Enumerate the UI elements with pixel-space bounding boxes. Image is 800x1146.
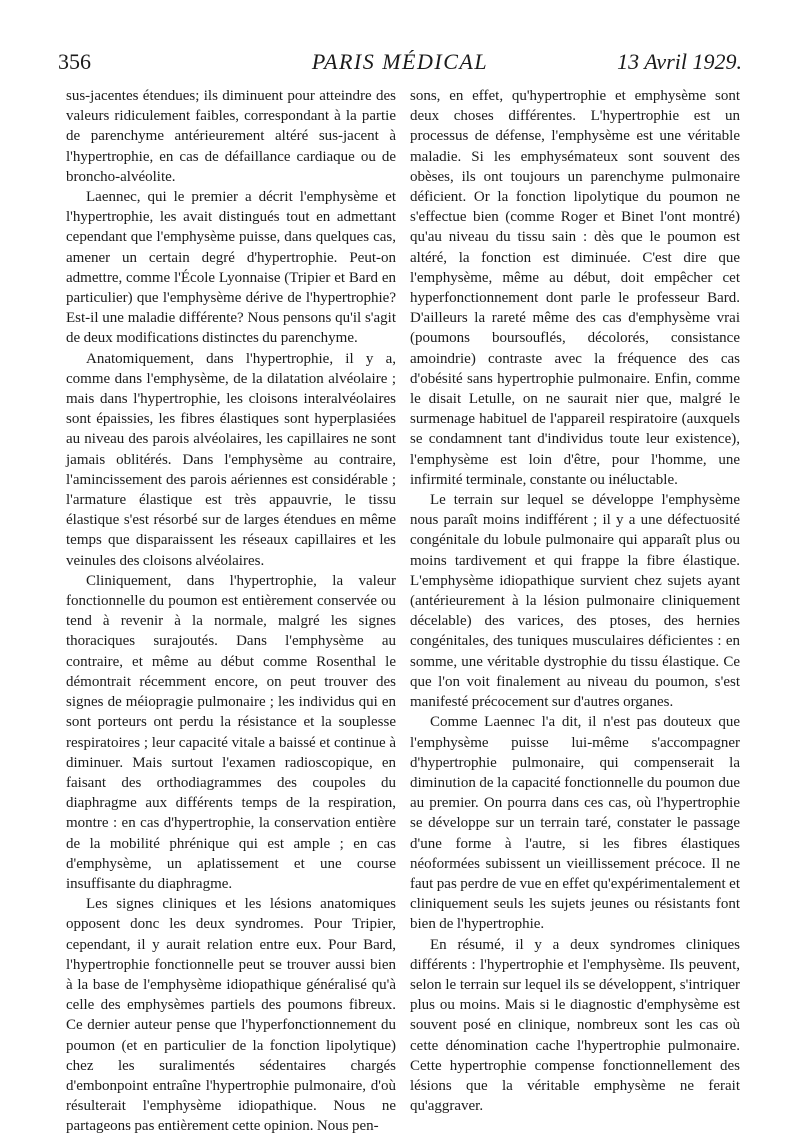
paragraph: Laennec, qui le premier a décrit l'emphysème et l'hypertrophie, les avait distingués tout en admettant cependant que l'emphysème puisse, dans quelques cas, amener un certain degré d'hypertrophie. Peut-on admettre, comme l'École Lyonnaise (Tripier et Bard en particulier) que l'emphysème dérive de l'hypertrophie? Est-il une maladie différente? Nous pensons qu'il s'agit de deux modifications distinctes du parenchyme. — [66, 189, 396, 347]
paragraph: Anatomiquement, dans l'hypertrophie, il y a, comme dans l'emphysème, de la dilatation alvéolaire ; mais dans l'hypertrophie, les cloisons interalvéolaires sont épaissies, les fibres élastiques sont hyperplasiées au niveau des parois alvéolaires, les capillaires ne sont jamais oblitérés. Dans l'emphysème au contraire, l'amincissement des parois aériennes est considérable ; l'armature élastique est très appauvrie, le tissu élastique s'est résorbé sur de larges étendues en même temps que disparaissent les réseaux capillaires et les veinules des cloisons alvéolaires. — [66, 350, 396, 569]
page-header — [58, 48, 742, 80]
paragraph: En résumé, il y a deux syndromes cliniques différents : l'hypertrophie et l'emphysème. Ils peuvent, selon le terrain sur lequel ils se développent, s'intriquer plus ou moins. Mais si le diagnostic d'emphysème est souvent posé en clinique, nombreux sont les cas où cette dénomination cache l'hypertrophie pulmonaire. Cette hypertrophie compense fonctionnellement des lésions que la véritable emphysème ne ferait qu'aggraver. — [410, 936, 740, 1115]
page-number: 356 — [58, 49, 91, 74]
paragraph: sus-jacentes étendues; ils diminuent pour atteindre des valeurs ridiculement faibles, correspondant à la partie de parenchyme antérieurement altéré sus-jacent à l'hypertrophie, en cas de défaillance cardiaque ou de broncho-alvéolite. — [66, 88, 396, 185]
paragraph: Comme Laennec l'a dit, il n'est pas douteux que l'emphysème puisse lui-même s'accompagner d'hypertrophie pulmonaire, qui compenserait la diminution de la capacité fonctionnelle du poumon due au premier. On pourra dans ces cas, où l'hypertrophie se développe sur un terrain taré, constater le passage d'une forme à l'autre, si les fibres élastiques néoformées subissent un vieillissement précoce. Il ne faut pas perdre de vue en effet qu'expérimentalement et cliniquement seuls les sujets jeunes ou résistants font bien de l'hypertrophie. — [410, 714, 740, 933]
paragraph: Les signes cliniques et les lésions anatomiques opposent donc les deux syndromes. Pour Tripier, cependant, il y aurait relation entre eux. Pour Bard, l'hypertrophie fonctionnelle peut se trouver aussi bien à la base de l'emphysème idiopathique généralisé qu'à celle des emphysèmes partiels des poumons fibreux. Ce dernier auteur pense que l'hyperfonctionnement du poumon (et en particulier de la fonction lipolytique) chez les suralimentés sédentaires chargés d'embonpoint entraîne l'hypertrophie pulmonaire, d'où résulterait l'emphysème idiopathique. Nous ne partageons pas entièrement cette opinion. Nous pen- — [66, 896, 396, 1135]
right-column — [410, 86, 740, 1116]
paragraph: sons, en effet, qu'hypertrophie et emphysème sont deux choses différentes. L'hypertrophie est un processus de défense, l'emphysème est une véritable maladie. Si les emphysémateux sont souvent des obèses, ils ont toujours un parenchyme pulmonaire déficient. Or la fonction lipolytique du poumon ne s'effectue bien (comme Roger et Binet l'ont montré) qu'au niveau du tissu sain : dès que le poumon est altéré, la fonction est diminuée. C'est dire que l'emphysème, même au début, doit empêcher cet hyperfonctionnement dont parle le professeur Bard. D'ailleurs la rareté même des cas d'emphysème vrai (poumons boursouflés, décolorés, consistance amoindrie) contraste avec la fréquence des cas d'obésité sans hypertrophie pulmonaire. Enfin, comme le disait Letulle, on ne saurait nier que, malgré le surmenage habituel de l'appareil respiratoire (auxquels se condamnent tant d'individus toute leur existence), l'emphysème est loin d'être, pour l'homme, une infirmité terminale, constante ou inéluctable. — [410, 88, 740, 488]
paragraph: Le terrain sur lequel se développe l'emphysème nous paraît moins indifférent ; il y a une défectuosité congénitale du lobule pulmonaire qui apparaît plus ou moins tardivement et qui frappe la fibre élastique. L'emphysème idiopathique survient chez sujets ayant (antérieurement à la lésion pulmonaire cliniquement décelable) des varices, des ptoses, des hernies congénitales, des tuniques musculaires déficientes : en somme, une véritable dystrophie du tissu élastique. Ce que l'on voit finalement au niveau du poumon, s'est manifesté précocement sur d'autres organes. — [410, 492, 740, 711]
paragraph: Cliniquement, dans l'hypertrophie, la valeur fonctionnelle du poumon est entièrement conservée ou tend à revenir à la normale, malgré les signes thoraciques surajoutés. Dans l'emphysème au contraire, et même au début comme Rosenthal le démontrait récemment encore, on peut trouver des signes de méiopragie pulmonaire ; les individus qui en sont porteurs ont perdu la résistance et la souplesse respiratoires ; leur capacité vitale a baissé et continue à diminuer. Mais surtout l'examen radioscopique, en faisant des orthodiagrammes des coupoles du diaphragme aux différents temps de la respiration, montre : en cas d'hypertrophie, la conservation entière de la mobilité phrénique qui est ample ; en cas d'emphysème, un aplatissement et une course insuffisante du diaphragme. — [66, 572, 396, 892]
left-column — [66, 86, 396, 1137]
issue-date: 13 Avril 1929. — [617, 49, 742, 74]
journal-title: PARIS MÉDICAL — [311, 49, 489, 74]
